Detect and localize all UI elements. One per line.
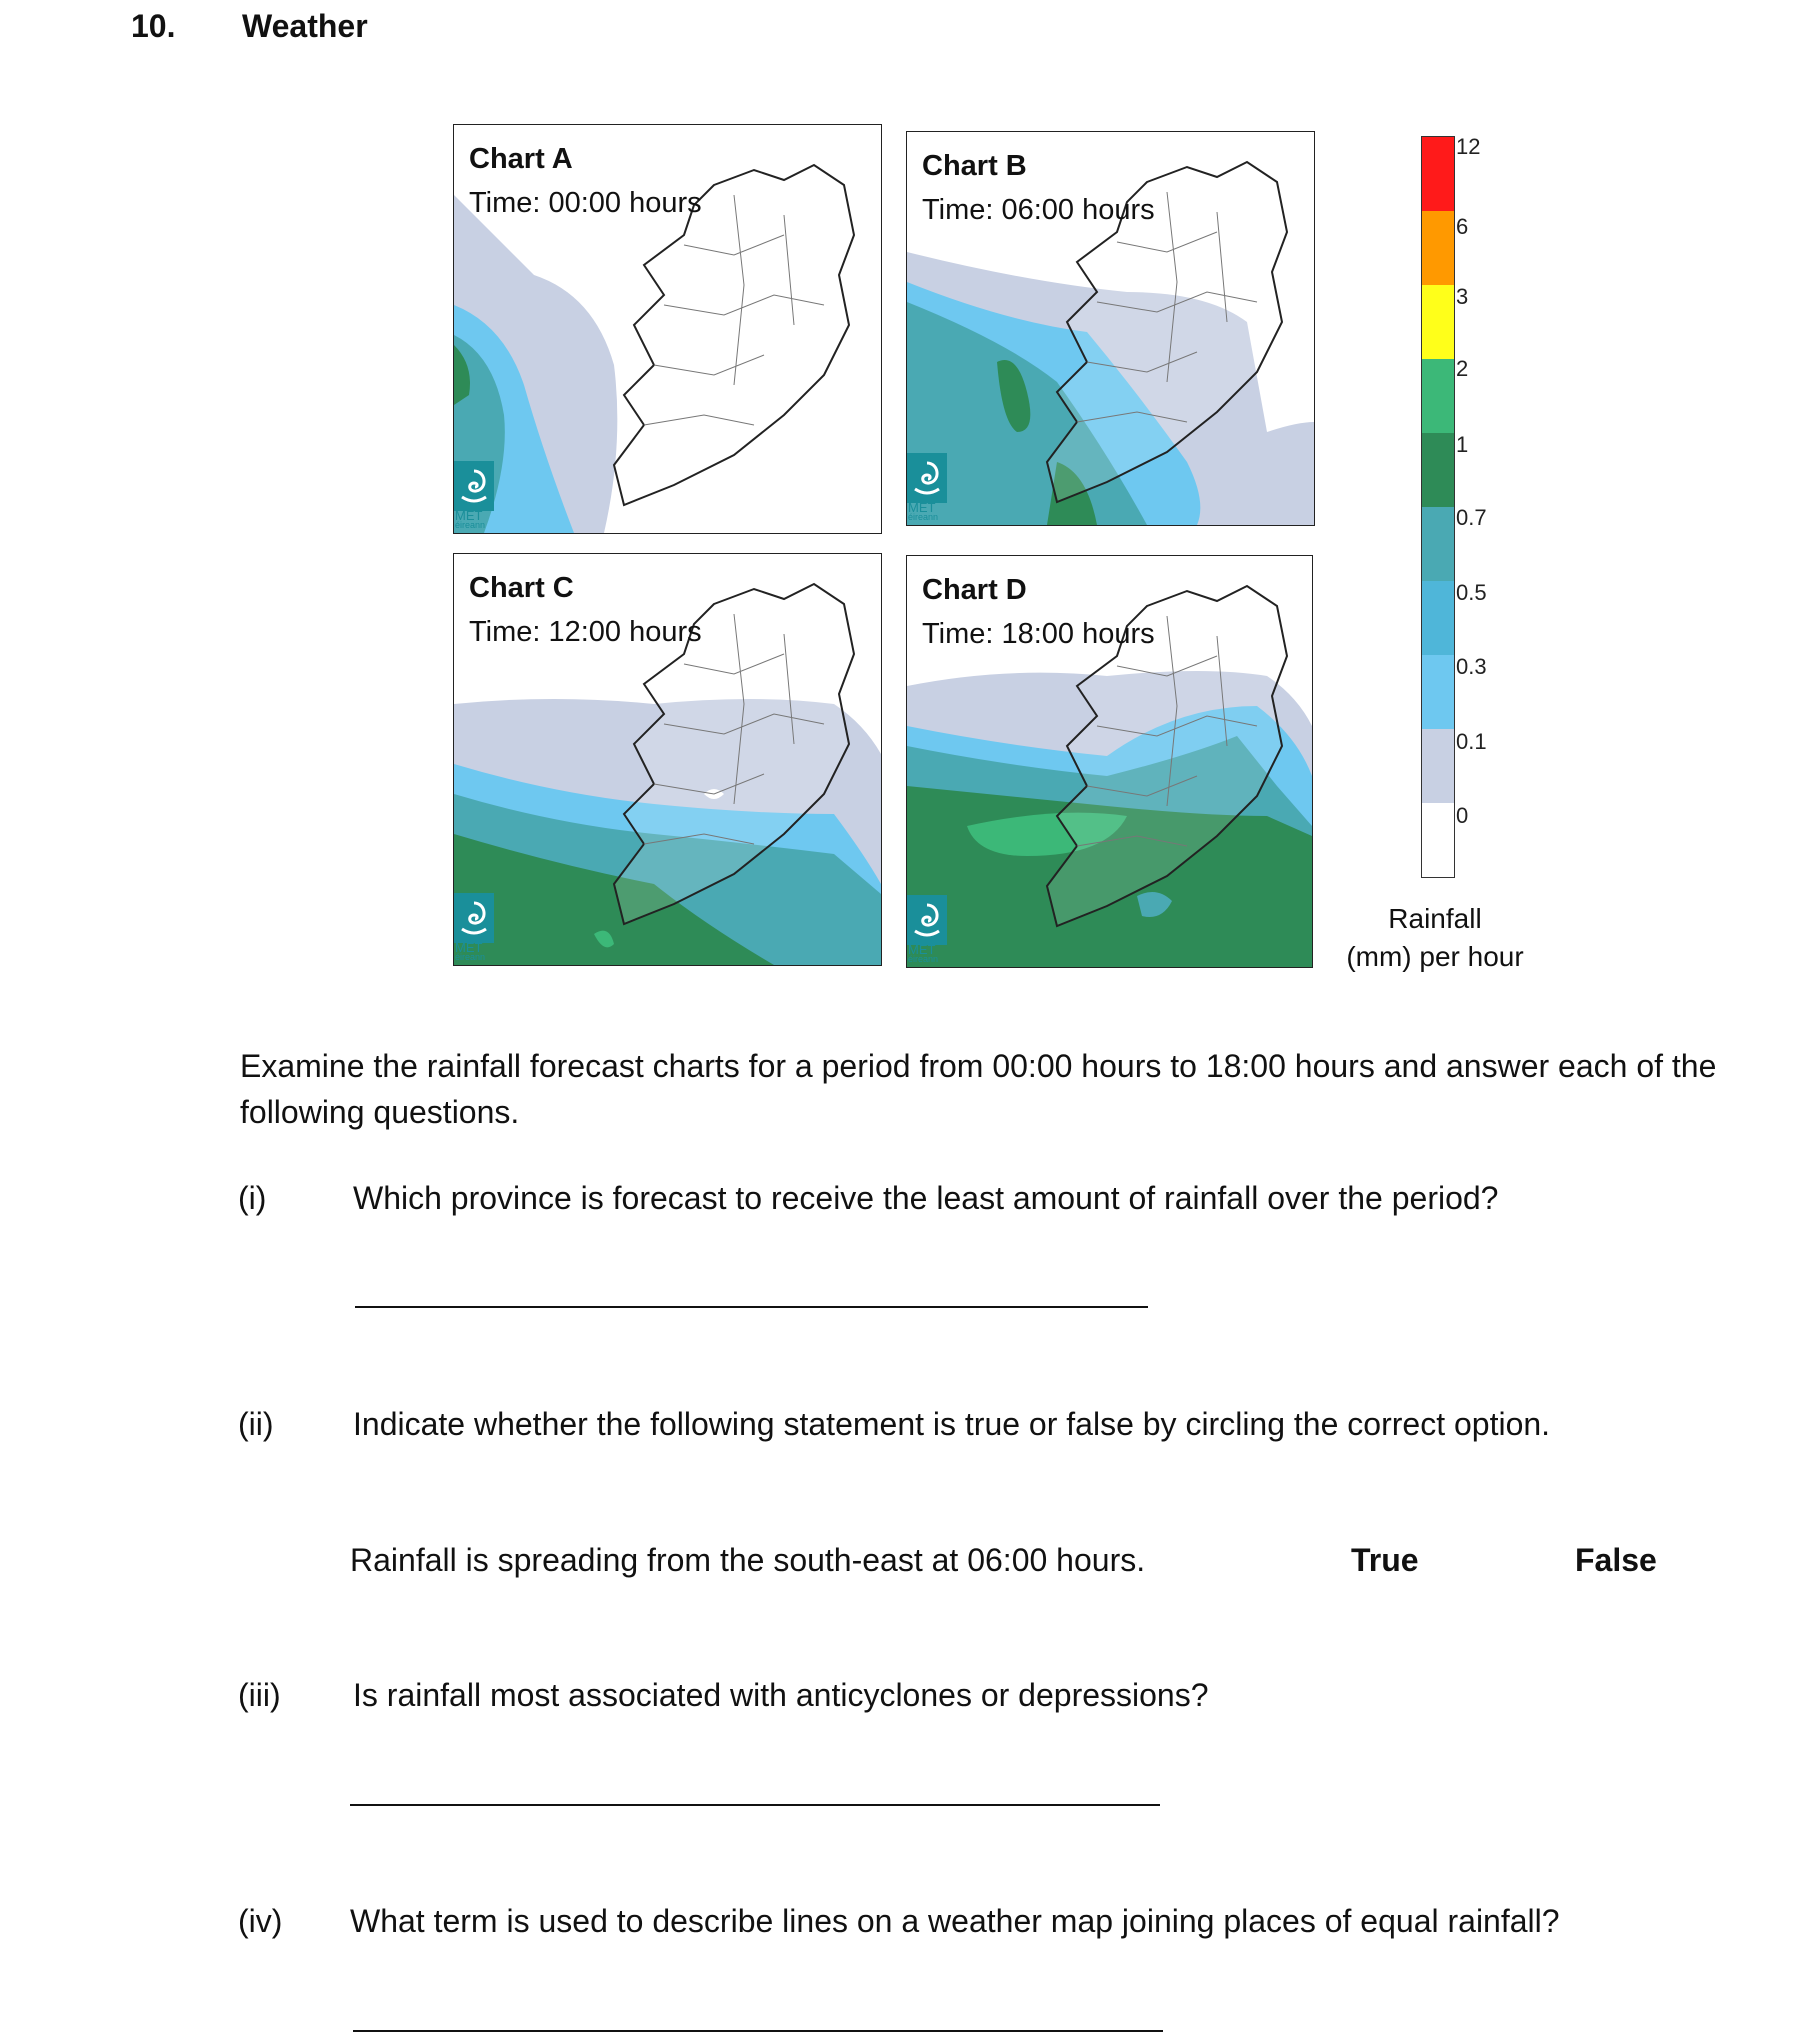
part-label: (iii) [238, 1677, 281, 1713]
part-question: Indicate whether the following statement is true or false by circling the correct option. [353, 1406, 1551, 1442]
answer-line[interactable] [350, 1804, 1160, 1806]
true-option[interactable]: True [1351, 1542, 1419, 1578]
legend-segment [1422, 137, 1454, 211]
chart-a [453, 124, 882, 534]
rainfall-legend-bar [1421, 136, 1455, 878]
legend-tick: 3 [1456, 284, 1469, 309]
chart-b-time: Time: 06:00 hours [922, 194, 1155, 226]
part-question: Which province is forecast to receive the least amount of rainfall over the period? [353, 1180, 1499, 1216]
legend-segment [1422, 211, 1454, 285]
legend-tick: 0.5 [1456, 580, 1487, 605]
question-number: 10. [131, 8, 176, 44]
met-logo-icon [454, 461, 494, 511]
legend-tick: 6 [1456, 214, 1469, 239]
answer-line[interactable] [353, 2030, 1163, 2032]
chart-d-time: Time: 18:00 hours [922, 618, 1155, 650]
legend-tick: 0.3 [1456, 654, 1487, 679]
false-option[interactable]: False [1575, 1542, 1657, 1578]
part-label: (iv) [238, 1903, 283, 1939]
legend-segment [1422, 729, 1454, 803]
legend-segment [1422, 581, 1454, 655]
legend-tick: 0.7 [1456, 505, 1487, 530]
part-label: (ii) [238, 1406, 274, 1442]
legend-segment [1422, 285, 1454, 359]
met-logo-icon [454, 893, 494, 943]
legend-tick: 1 [1456, 432, 1469, 457]
part-question: What term is used to describe lines on a weather map joining places of equal rainfall? [350, 1903, 1560, 1939]
chart-c [453, 553, 882, 966]
met-eireann-logo: MET éireann [907, 453, 947, 525]
chart-b-title: Chart B [922, 150, 1027, 182]
legend-tick: 2 [1456, 356, 1469, 381]
chart-b-map [907, 132, 1314, 525]
chart-a-time: Time: 00:00 hours [469, 187, 702, 219]
answer-line[interactable] [355, 1306, 1148, 1308]
chart-c-title: Chart C [469, 572, 574, 604]
met-eireann-logo: MET éireann [454, 893, 494, 965]
legend-segment [1422, 655, 1454, 729]
legend-segment [1422, 507, 1454, 581]
chart-a-title: Chart A [469, 143, 573, 175]
met-eireann-logo: MET éireann [454, 461, 494, 533]
met-logo-icon [907, 895, 947, 945]
intro-paragraph: Examine the rainfall forecast charts for a period from 00:00 hours to 18:00 hours and answer each of the following questions. [240, 1048, 1717, 1130]
question-title: Weather [242, 8, 368, 44]
legend-caption: Rainfall (mm) per hour [1346, 903, 1524, 972]
legend-tick: 12 [1456, 134, 1481, 159]
chart-b [906, 131, 1315, 526]
statement-text: Rainfall is spreading from the south-east at 06:00 hours. [350, 1542, 1146, 1578]
legend-segment [1422, 359, 1454, 433]
chart-d [906, 555, 1313, 968]
met-eireann-logo: MET éireann [907, 895, 947, 967]
legend-tick: 0 [1456, 803, 1469, 828]
legend-segment [1422, 803, 1454, 877]
legend-tick: 0.1 [1456, 729, 1487, 754]
met-logo-icon [907, 453, 947, 503]
part-question: Is rainfall most associated with anticyclones or depressions? [353, 1677, 1209, 1713]
part-label: (i) [238, 1180, 267, 1216]
legend-segment [1422, 433, 1454, 507]
chart-d-title: Chart D [922, 574, 1027, 606]
chart-c-time: Time: 12:00 hours [469, 616, 702, 648]
